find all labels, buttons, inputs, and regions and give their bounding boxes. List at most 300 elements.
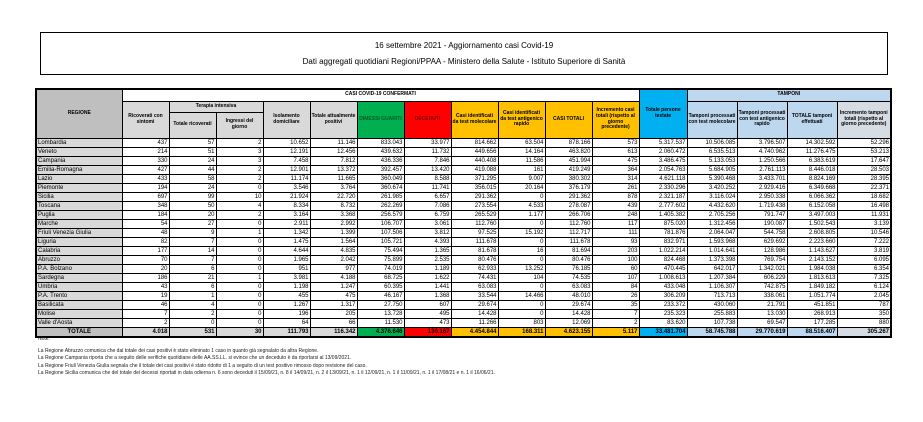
value-cell: 9: [169, 228, 216, 237]
value-cell: 814.662: [451, 138, 498, 147]
value-cell: 107.738: [687, 318, 737, 327]
value-cell: 13.420: [404, 165, 451, 174]
value-cell: 0: [498, 300, 545, 309]
value-cell: 451.851: [787, 300, 837, 309]
value-cell: 255.883: [687, 309, 737, 318]
value-cell: 62.933: [451, 264, 498, 273]
value-cell: 1.849.182: [787, 282, 837, 291]
value-cell: 1.593.968: [687, 237, 737, 246]
value-cell: 1.312.456: [687, 219, 737, 228]
value-cell: 112.717: [545, 228, 592, 237]
value-cell: 196: [263, 309, 310, 318]
value-cell: 107: [592, 273, 639, 282]
value-cell: 24: [169, 156, 216, 165]
value-cell: 291.362: [451, 192, 498, 201]
value-cell: 63.504: [498, 138, 545, 147]
value-cell: 7: [592, 309, 639, 318]
value-cell: 473: [404, 318, 451, 327]
value-cell: 356.015: [451, 183, 498, 192]
value-cell: 20: [122, 264, 169, 273]
value-cell: 18.682: [837, 192, 891, 201]
value-cell: 4.188: [310, 273, 357, 282]
value-cell: 3.812: [404, 228, 451, 237]
col-header-attualmente-positivi: Totale attualmente positivi: [310, 101, 357, 138]
value-cell: 1.405.382: [639, 210, 687, 219]
value-cell: 13.252: [498, 264, 545, 273]
value-cell: 376.179: [545, 183, 592, 192]
value-cell: 5.317.537: [639, 138, 687, 147]
value-cell: 54: [122, 219, 169, 228]
value-cell: 2.535: [404, 255, 451, 264]
region-name-cell: Veneto: [36, 147, 122, 156]
region-name-cell: Friuli Venezia Giulia: [36, 228, 122, 237]
value-cell: 8.732: [310, 201, 357, 210]
value-cell: 5.117: [592, 327, 639, 337]
value-cell: 7.086: [404, 201, 451, 210]
value-cell: 0: [216, 183, 263, 192]
col-header-ricoverati: Ricoverati con sintomi: [122, 101, 169, 138]
value-cell: 4.376.646: [357, 327, 404, 337]
value-cell: 12.191: [263, 147, 310, 156]
region-name-cell: Sicilia: [36, 192, 122, 201]
value-cell: 427: [122, 165, 169, 174]
value-cell: 60.395: [357, 282, 404, 291]
value-cell: 3: [216, 147, 263, 156]
value-cell: 787: [837, 300, 891, 309]
value-cell: 291.362: [545, 192, 592, 201]
value-cell: 21.791: [737, 300, 787, 309]
value-cell: 82: [122, 237, 169, 246]
value-cell: 52.296: [837, 138, 891, 147]
value-cell: 4.623.155: [545, 327, 592, 337]
table-row: [36, 246, 891, 255]
value-cell: 2.761.113: [737, 165, 787, 174]
value-cell: 642.017: [687, 264, 737, 273]
value-cell: 2: [216, 210, 263, 219]
value-cell: 439.632: [357, 147, 404, 156]
value-cell: 2.911: [263, 219, 310, 228]
value-cell: 314: [592, 174, 639, 183]
value-cell: 5.133.053: [687, 156, 737, 165]
col-header-incremento-tamponi: Incremento tamponi totali (rispetto al giorno precedente): [837, 101, 891, 138]
value-cell: 2: [592, 318, 639, 327]
value-cell: 14.164: [498, 147, 545, 156]
value-cell: 0: [216, 300, 263, 309]
value-cell: 1.502.543: [787, 219, 837, 228]
value-cell: 111.678: [451, 237, 498, 246]
value-cell: 4.740.962: [737, 147, 787, 156]
value-cell: 2: [122, 318, 169, 327]
value-cell: 364: [592, 165, 639, 174]
value-cell: 613: [592, 147, 639, 156]
value-cell: 419.249: [545, 165, 592, 174]
value-cell: 1.207.384: [687, 273, 737, 282]
col-header-incremento-casi: Incremento casi totali (rispetto al giorno precedente): [592, 101, 639, 138]
value-cell: 22.371: [837, 183, 891, 192]
value-cell: 14.428: [451, 309, 498, 318]
header-band-row: [36, 89, 891, 101]
notes-label: Note:: [38, 336, 50, 342]
col-header-regione: REGIONE: [36, 89, 122, 138]
region-name-cell: P.A. Trento: [36, 291, 122, 300]
value-cell: 3: [216, 156, 263, 165]
value-cell: 338.061: [737, 291, 787, 300]
value-cell: 3.116.024: [687, 192, 737, 201]
note-item: La Regione Abruzzo comunica che dal totale dei casi positivi è stato eliminato 1 caso in quanto già segnalato da altra Regione.: [38, 347, 319, 354]
value-cell: 330: [122, 156, 169, 165]
value-cell: 1.441: [404, 282, 451, 291]
value-cell: 24: [169, 183, 216, 192]
value-cell: 1.373.398: [687, 255, 737, 264]
value-cell: 2.608.805: [787, 228, 837, 237]
value-cell: 80.476: [451, 255, 498, 264]
value-cell: 880: [837, 318, 891, 327]
value-cell: 11.586: [498, 156, 545, 165]
value-cell: 2.950.338: [737, 192, 787, 201]
value-cell: 4.454.844: [451, 327, 498, 337]
value-cell: 348: [122, 201, 169, 210]
value-cell: 606.229: [737, 273, 787, 282]
value-cell: 1.198: [263, 282, 310, 291]
value-cell: 4.432.620: [687, 201, 737, 210]
value-cell: 451.994: [545, 156, 592, 165]
value-cell: 6: [169, 264, 216, 273]
notes-list: [38, 348, 888, 378]
value-cell: 22.720: [310, 192, 357, 201]
table-row: [36, 138, 891, 147]
value-cell: 1.267: [263, 300, 310, 309]
value-cell: 1.719.438: [737, 201, 787, 210]
col-header-isolamento: Isolamento domiciliare: [263, 101, 310, 138]
value-cell: 20: [169, 210, 216, 219]
value-cell: 50: [169, 201, 216, 210]
value-cell: 573: [592, 138, 639, 147]
value-cell: 46: [122, 300, 169, 309]
value-cell: 27.750: [357, 300, 404, 309]
value-cell: 1.984.038: [787, 264, 837, 273]
value-cell: 1.247: [310, 282, 357, 291]
value-cell: 440.408: [451, 156, 498, 165]
value-cell: 2.223.660: [787, 237, 837, 246]
value-cell: 3.164: [263, 210, 310, 219]
value-cell: 11.931: [837, 210, 891, 219]
value-cell: 28.395: [837, 174, 891, 183]
value-cell: 832.971: [639, 237, 687, 246]
value-cell: 781.876: [639, 228, 687, 237]
value-cell: 80.476: [545, 255, 592, 264]
value-cell: 3.433.701: [737, 174, 787, 183]
value-cell: 350: [837, 309, 891, 318]
value-cell: 265.529: [451, 210, 498, 219]
value-cell: 17.647: [837, 156, 891, 165]
value-cell: 1.622: [404, 273, 451, 282]
value-cell: 21.924: [263, 192, 310, 201]
region-name-cell: Liguria: [36, 237, 122, 246]
value-cell: 2.777.602: [639, 201, 687, 210]
value-cell: 8.588: [404, 174, 451, 183]
value-cell: 11.741: [404, 183, 451, 192]
value-cell: 4.644: [263, 246, 310, 255]
col-header-ti-ingressi: Ingressi del giorno: [216, 112, 263, 138]
value-cell: 97.525: [451, 228, 498, 237]
value-cell: 1.475: [263, 237, 310, 246]
region-name-cell: Puglia: [36, 210, 122, 219]
value-cell: 266.706: [545, 210, 592, 219]
value-cell: 1.813.613: [787, 273, 837, 282]
region-name-cell: Marche: [36, 219, 122, 228]
value-cell: 0: [498, 219, 545, 228]
value-cell: 713.713: [687, 291, 737, 300]
value-cell: 7: [169, 255, 216, 264]
value-cell: 0: [216, 219, 263, 228]
region-name-cell: Calabria: [36, 246, 122, 255]
value-cell: 6: [169, 282, 216, 291]
value-cell: 430.060: [687, 300, 737, 309]
value-cell: 93: [592, 237, 639, 246]
totale-label-cell: TOTALE: [36, 327, 122, 337]
value-cell: 9.007: [498, 174, 545, 183]
col-header-persone-testate: Totale persone testate: [639, 89, 687, 138]
value-cell: 161: [498, 165, 545, 174]
value-cell: 0: [216, 255, 263, 264]
value-cell: 6.124: [837, 282, 891, 291]
value-cell: 824.468: [639, 255, 687, 264]
region-name-cell: Sardegna: [36, 273, 122, 282]
table-row: [36, 255, 891, 264]
value-cell: 7.222: [837, 237, 891, 246]
value-cell: 53.213: [837, 147, 891, 156]
value-cell: 14: [169, 246, 216, 255]
value-cell: 392.457: [357, 165, 404, 174]
value-cell: 6.349.668: [787, 183, 837, 192]
value-cell: 3.486.475: [639, 156, 687, 165]
value-cell: 3.061: [404, 219, 451, 228]
value-cell: 14.466: [498, 291, 545, 300]
value-cell: 2.064.047: [687, 228, 737, 237]
value-cell: 3.764: [310, 183, 357, 192]
value-cell: 5.684.905: [687, 165, 737, 174]
value-cell: 6.095: [837, 255, 891, 264]
value-cell: 69.547: [737, 318, 787, 327]
value-cell: 495: [404, 309, 451, 318]
value-cell: 3.368: [310, 210, 357, 219]
value-cell: 475: [310, 291, 357, 300]
value-cell: 875.020: [639, 219, 687, 228]
value-cell: 878.166: [545, 138, 592, 147]
value-cell: 6.354: [837, 264, 891, 273]
value-cell: 168.311: [498, 327, 545, 337]
value-cell: 70: [122, 255, 169, 264]
value-cell: 2: [216, 174, 263, 183]
value-cell: 0: [216, 246, 263, 255]
value-cell: 8.824.169: [787, 174, 837, 183]
value-cell: 433.048: [639, 282, 687, 291]
value-cell: 10: [216, 192, 263, 201]
value-cell: 10.506.085: [687, 138, 737, 147]
value-cell: 21: [169, 273, 216, 282]
value-cell: 1.189: [404, 264, 451, 273]
value-cell: 0: [498, 309, 545, 318]
col-header-deceduti: DECEDUTI: [404, 101, 451, 138]
table-row: [36, 201, 891, 210]
value-cell: 273.554: [451, 201, 498, 210]
value-cell: 128.986: [737, 246, 787, 255]
col-header-tamponi-molecolare: Tamponi processati con test molecolare: [687, 101, 737, 138]
value-cell: 44: [169, 165, 216, 174]
value-cell: 15.192: [498, 228, 545, 237]
value-cell: 1.106.307: [687, 282, 737, 291]
value-cell: 57: [169, 138, 216, 147]
value-cell: 11.732: [404, 147, 451, 156]
value-cell: 6.535.513: [687, 147, 737, 156]
value-cell: 1.317: [310, 300, 357, 309]
table-row: [36, 273, 891, 282]
region-name-cell: Lombardia: [36, 138, 122, 147]
table-row: [36, 282, 891, 291]
table-row: [36, 264, 891, 273]
value-cell: 2.321.187: [639, 192, 687, 201]
value-cell: 371.295: [451, 174, 498, 183]
region-name-cell: Basilicata: [36, 300, 122, 309]
value-cell: 2: [169, 309, 216, 318]
value-cell: 1.365: [404, 246, 451, 255]
value-cell: 1.051.774: [787, 291, 837, 300]
value-cell: 1.399: [310, 228, 357, 237]
value-cell: 1.342: [263, 228, 310, 237]
value-cell: 48.010: [545, 291, 592, 300]
value-cell: 11.266: [451, 318, 498, 327]
value-cell: 111: [592, 228, 639, 237]
value-cell: 455: [263, 291, 310, 300]
value-cell: 7.846: [404, 156, 451, 165]
value-cell: 10.546: [837, 228, 891, 237]
value-cell: 177: [122, 246, 169, 255]
value-cell: 2: [216, 165, 263, 174]
value-cell: 2.042: [310, 255, 357, 264]
value-cell: 769.754: [737, 255, 787, 264]
value-cell: 1.342.021: [737, 264, 787, 273]
value-cell: 184: [122, 210, 169, 219]
value-cell: 104: [498, 273, 545, 282]
value-cell: 84: [592, 282, 639, 291]
value-cell: 60: [592, 264, 639, 273]
value-cell: 43: [122, 282, 169, 291]
table-row: [36, 210, 891, 219]
value-cell: 11.530: [357, 318, 404, 327]
value-cell: 436.336: [357, 156, 404, 165]
col-header-casi-totali: CASI TOTALI: [545, 101, 592, 138]
value-cell: 130.167: [404, 327, 451, 337]
region-name-cell: Piemonte: [36, 183, 122, 192]
report-title-line1: 16 settembre 2021 - Aggiornamento casi Covid-19: [374, 40, 554, 50]
table-row: [36, 147, 891, 156]
table-body: [36, 138, 891, 337]
value-cell: 51: [169, 147, 216, 156]
table-row: [36, 183, 891, 192]
value-cell: 0: [216, 282, 263, 291]
value-cell: 106.707: [357, 219, 404, 228]
value-cell: 177.285: [787, 318, 837, 327]
value-cell: 75.494: [357, 246, 404, 255]
value-cell: 112.760: [451, 219, 498, 228]
value-cell: 531: [169, 327, 216, 337]
value-cell: 1.965: [263, 255, 310, 264]
value-cell: 0: [498, 282, 545, 291]
value-cell: 13.030: [737, 309, 787, 318]
value-cell: 4.621.118: [639, 174, 687, 183]
value-cell: 803: [498, 318, 545, 327]
value-cell: 6.657: [404, 192, 451, 201]
value-cell: 186: [122, 273, 169, 282]
value-cell: 0: [498, 237, 545, 246]
value-cell: 29.770.619: [737, 327, 787, 337]
value-cell: 256.579: [357, 210, 404, 219]
value-cell: 19: [122, 291, 169, 300]
value-cell: 111.793: [263, 327, 310, 337]
col-header-casi-antigenico: Casi identificati da test antigenico rapido: [498, 101, 545, 138]
value-cell: 433: [122, 174, 169, 183]
value-cell: 3.420.252: [687, 183, 737, 192]
value-cell: 2.705.256: [687, 210, 737, 219]
value-cell: 2.330.296: [639, 183, 687, 192]
value-cell: 1.008.613: [639, 273, 687, 282]
value-cell: 2.060.472: [639, 147, 687, 156]
table-row: [36, 309, 891, 318]
value-cell: 470.445: [639, 264, 687, 273]
value-cell: 58.745.788: [687, 327, 737, 337]
value-cell: 977: [310, 264, 357, 273]
group-header-confirmed: CASI COVID-19 CONFERMATI: [122, 89, 639, 101]
value-cell: 33.481.704: [639, 327, 687, 337]
value-cell: 833.043: [357, 138, 404, 147]
value-cell: 11.174: [263, 174, 310, 183]
region-name-cell: Emilia-Romagna: [36, 165, 122, 174]
value-cell: 5.390.468: [687, 174, 737, 183]
value-cell: 697: [122, 192, 169, 201]
report-title-box: [40, 32, 888, 75]
value-cell: 0: [216, 237, 263, 246]
note-item: La Regione Campania riporta che a seguito delle verifiche quotidiane delle AA.SS.LL. si evince che un deceduto è da riportarsi al 13/09/2021.: [38, 355, 352, 361]
table-row: [36, 165, 891, 174]
value-cell: 11.665: [310, 174, 357, 183]
region-name-cell: Campania: [36, 156, 122, 165]
value-cell: 7.325: [837, 273, 891, 282]
value-cell: 16: [498, 246, 545, 255]
value-cell: 4.533: [498, 201, 545, 210]
value-cell: 20.164: [498, 183, 545, 192]
value-cell: 3.981: [263, 273, 310, 282]
value-cell: 6.759: [404, 210, 451, 219]
value-cell: 0: [498, 255, 545, 264]
value-cell: 360.674: [357, 183, 404, 192]
value-cell: 4.835: [310, 246, 357, 255]
value-cell: 1.368: [404, 291, 451, 300]
value-cell: 878: [592, 192, 639, 201]
value-cell: 194: [122, 183, 169, 192]
value-cell: 1: [169, 291, 216, 300]
value-cell: 205: [310, 309, 357, 318]
value-cell: 116.342: [310, 327, 357, 337]
value-cell: 112.760: [545, 219, 592, 228]
col-header-tamponi-totale: TOTALE tamponi effettuati: [787, 101, 837, 138]
value-cell: 278.087: [545, 201, 592, 210]
note-item: La Regione Friuli Venezia Giulia segnala che il totale dei casi positivi è stato ridotto di 1 a seguito di un test positivo rimosso dopo revisione del caso.: [38, 362, 367, 369]
value-cell: 4.393: [404, 237, 451, 246]
col-header-casi-molecolare: Casi identificati da test molecolare: [451, 101, 498, 138]
value-cell: 214: [122, 147, 169, 156]
value-cell: 4: [216, 201, 263, 210]
value-cell: 360.049: [357, 174, 404, 183]
